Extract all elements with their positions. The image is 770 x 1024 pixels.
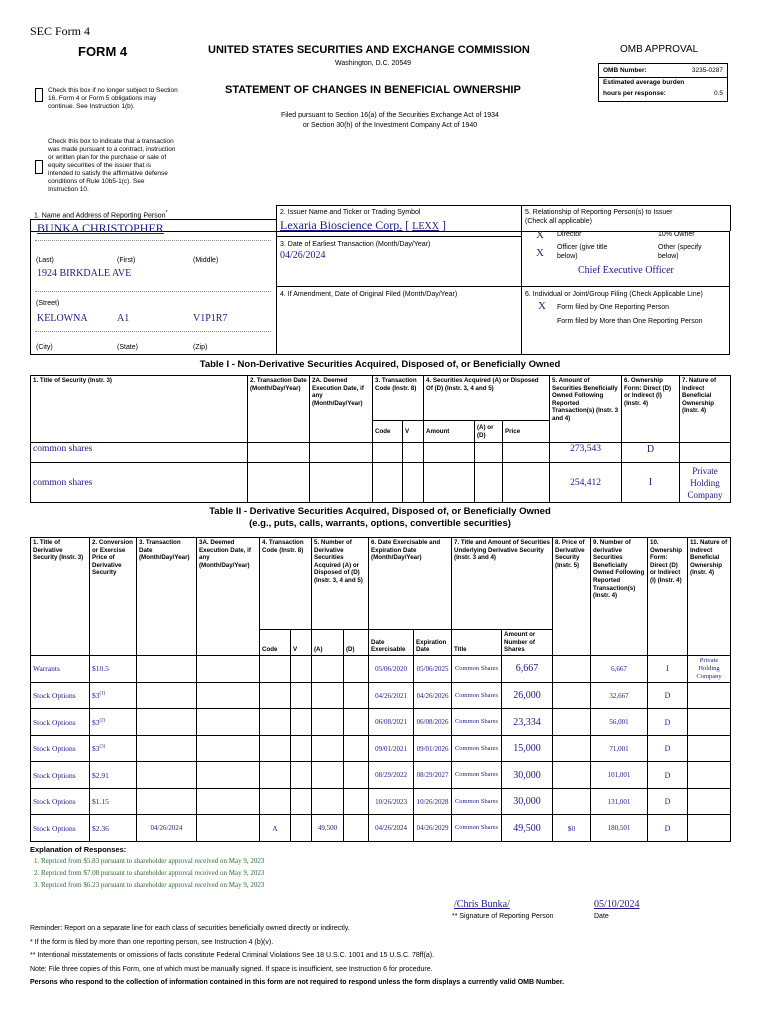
table2-title: Table II - Derivative Securities Acquired, Disposed of, or Beneficially Owned [209,506,551,517]
table-row: common shares 254,412 I Private Holding Company [31,463,731,503]
omb-hours-value: 0.5 [713,90,723,97]
table-row: Stock Options $3$^{(3)}$ 09/01/2021 09/01/2026 Common Shares 15,000 71,001 D [31,735,731,762]
t2-h4: 4. Transaction Code (Instr. 8) [260,538,312,630]
officer-title: Chief Executive Officer [578,265,674,276]
ten-pct-owner-label: 10% Owner [658,231,695,238]
t1-code: Code [373,421,403,443]
reporting-person-name: BUNKA CHRISTOPHER [37,221,164,235]
signature-name: /Chris Bunka/ [454,899,510,910]
omb-number-label: OMB Number: [603,67,647,74]
t1-h2a: 2A. Deemed Execution Date, if any (Month/Day/Year) [310,376,373,443]
form-title: FORM 4 [78,44,128,59]
t2-d: (D) [344,630,369,656]
footer-note-2: ** Intentional misstatements or omissions of facts constitute Federal Criminal Violations See 18 U.S.C. 1001 and 15 U.S.C. 78ff(a). [30,952,434,959]
t2-h9: 9. Number of derivative Securities Beneficially Owned Following Reported Transaction(s) (Instr. 4) [591,538,648,656]
no-longer-subject-checkbox[interactable] [35,88,43,102]
filed-pursuant-1: Filed pursuant to Section 16(a) of the Securities Exchange Act of 1934 [281,112,499,119]
earliest-date-label: 3. Date of Earliest Transaction (Month/Day/Year) [280,241,431,248]
footer-note-1: * If the form is filed by more than one reporting person, see Instruction 4 (b)(v). [30,939,274,946]
t2-date-ex: Date Exercisable [369,630,414,656]
t2-h11: 11. Nature of Indirect Beneficial Ownership (Instr. 4) [688,538,731,656]
table-row: Stock Options $1.15 10/26/2023 10/26/2028 Common Shares 30,000 131,001 D [31,788,731,815]
t2-a: (A) [312,630,344,656]
last-label: (Last) [36,257,54,264]
t1-h4: 4. Securities Acquired (A) or Disposed Of (D) (Instr. 3, 4 and 5) [424,376,550,421]
footer-omb-note: Persons who respond to the collection of information contained in this form are not required to respond unless the form displays a currently valid OMB Number. [30,979,565,986]
rule-10b5-checkbox[interactable] [35,160,43,174]
explanation-note-3: 3. Repriced from $6.23 pursuant to shareholder approval received on May 9, 2023 [34,881,265,889]
table-row: Stock Options $2.91 08/29/2022 08/29/2027 Common Shares 30,000 101,001 D [31,762,731,789]
table1 [30,375,731,503]
t2-h7: 7. Title and Amount of Securities Underlying Derivative Security (Instr. 3 and 4) [452,538,553,630]
filing-label: 6. Individual or Joint/Group Filing (Check Applicable Line) [525,291,703,298]
footer-note-3: Note: File three copies of this Form, one of which must be manually signed. If space is insufficient, see Instruction 6 for procedure. [30,966,433,973]
t2-h2: 2. Conversion or Exercise Price of Derivative Security [90,538,137,656]
t2-code: Code [260,630,291,656]
t2-amount-col: Amount or Number of Shares [502,630,553,656]
omb-header: OMB APPROVAL [620,44,699,55]
explanation-note-2: 2. Repriced from $7.08 pursuant to shareholder approval received on May 9, 2023 [34,869,265,877]
street-label: (Street) [36,300,60,307]
table2 [30,537,731,842]
director-mark: X [536,229,544,241]
first-label: (First) [117,257,136,264]
filed-pursuant-2: or Section 30(h) of the Investment Company Act of 1940 [302,122,478,129]
omb-hours-label: hours per response: [603,90,666,97]
table2-subtitle: (e.g., puts, calls, warrants, options, convertible securities) [249,518,511,529]
signature-date-label: Date [594,913,609,920]
omb-number-value: 3235-0287 [691,67,723,74]
commission-title: UNITED STATES SECURITIES AND EXCHANGE COMMISSION [208,44,530,56]
table-row: Warrants $10.5 05/06/2020 05/06/2025 Common Shares 6,667 6,667 I Private Holding Company [31,655,731,682]
t2-exp: Expiration Date [414,630,452,656]
t1-price: Price [503,421,550,443]
t1-h2: 2. Transaction Date (Month/Day/Year) [248,376,310,443]
t1-h7: 7. Nature of Indirect Beneficial Ownership (Instr. 4) [680,376,731,443]
omb-burden-label: Estimated average burden [603,79,685,86]
state-value: A1 [117,313,130,324]
zip-value: V1P1R7 [193,313,228,324]
t1-h6: 6. Ownership Form: Direct (D) or Indirect (I) (Instr. 4) [622,376,680,443]
issuer-name-line: Lexaria Bioscience Corp. [ LEXX ] [280,218,446,232]
issuer-label: 2. Issuer Name and Ticker or Trading Symbol [280,209,421,216]
relationship-label: 5. Relationship of Reporting Person(s) to Issuer [525,209,673,216]
relationship-label-2: (Check all applicable) [525,218,592,225]
signature-label: ** Signature of Reporting Person [452,913,554,920]
commission-address: Washington, D.C. 20549 [335,60,412,67]
t2-v: V [291,630,312,656]
explanation-note-1: 1. Repriced from $5.83 pursuant to shareholder approval received on May 9, 2023 [34,857,265,865]
t1-h5: 5. Amount of Securities Beneficially Owned Following Reported Transaction(s) (Instr. 3 and 4) [550,376,622,443]
rule-10b5-text: Check this box to indicate that a transaction was made pursuant to a contract, instruction or written plan for the purchase or sale of equity securities of the issuer that is intended to satisfy the affirmative defense conditions of Rule 10b5-1(c). See Instruction 10. [48,138,176,193]
no-longer-subject-text: Check this box if no longer subject to Section 16. Form 4 or Form 5 obligations may continue. See Instruction 1(b). [48,87,178,110]
table-row: Stock Options $3$^{(2)}$ 06/08/2021 06/08/2026 Common Shares 23,334 56,001 D [31,709,731,736]
t1-amount: Amount [424,421,475,443]
officer-label: Officer (give title below) [557,244,608,260]
director-label: Director [557,231,582,238]
t1-h3: 3. Transaction Code (Instr. 8) [373,376,424,421]
t2-h3: 3. Transaction Date (Month/Day/Year) [137,538,197,656]
middle-label: (Middle) [193,257,219,264]
filing-more-label: Form filed by More than One Reporting Person [557,318,703,325]
table-row: Stock Options $3$^{(1)}$ 04/26/2021 04/26/2026 Common Shares 26,000 32,667 D [31,682,731,709]
omb-box [598,63,728,102]
filing-one-label: Form filed by One Reporting Person [557,304,670,311]
city-value: KELOWNA [37,313,88,324]
t2-h6: 6. Date Exercisable and Expiration Date (Month/Day/Year) [369,538,452,630]
table-row: Stock Options $2.36 04/26/2024 A 49,500 04/26/2024 04/26/2029 Common Shares 49,500 $0 180,501 D [31,815,731,842]
state-label: (State) [117,344,139,351]
issuer-ticker: LEXX [412,221,439,232]
statement-title: STATEMENT OF CHANGES IN BENEFICIAL OWNERSHIP [225,84,521,96]
table1-title: Table I - Non-Derivative Securities Acquired, Disposed of, or Beneficially Owned [199,359,561,370]
street-value: 1924 BIRKDALE AVE [37,268,132,279]
t2-h5: 5. Number of Derivative Securities Acquired (A) or Disposed of (D) (Instr. 3, 4 and 5) [312,538,369,630]
t2-h1: 1. Title of Derivative Security (Instr. 3) [31,538,90,656]
t2-h8: 8. Price of Derivative Security (Instr. 5) [553,538,591,656]
filing-one-mark: X [538,300,546,312]
city-label: (City) [36,344,53,351]
table-row: common shares 273,543 D [31,443,731,463]
officer-mark: X [536,247,544,259]
earliest-date: 04/26/2024 [280,250,326,261]
t2-title-col: Title [452,630,502,656]
issuer-name: Lexaria Bioscience Corp. [280,218,403,232]
t1-h1: 1. Title of Security (Instr. 3) [31,376,248,443]
footer-reminder: Reminder: Report on a separate line for each class of securities beneficially owned directly or indirectly. [30,925,350,932]
sec-form-label: SEC Form 4 [30,24,91,38]
amendment-label: 4. If Amendment, Date of Original Filed (Month/Day/Year) [280,291,458,298]
other-label: Other (specify below) [658,244,702,260]
reporting-person-label: 1. Name and Address of Reporting Person* [34,210,168,220]
signature-date: 05/10/2024 [594,899,640,910]
t2-h3a: 3A. Deemed Execution Date, if any (Month/Day/Year) [197,538,260,656]
t1-aord: (A) or (D) [475,421,503,443]
zip-label: (Zip) [193,344,208,351]
explanation-header: Explanation of Responses: [30,845,127,854]
t1-v: V [403,421,424,443]
t2-h10: 10. Ownership Form: Direct (D) or Indirect (I) (Instr. 4) [648,538,688,656]
